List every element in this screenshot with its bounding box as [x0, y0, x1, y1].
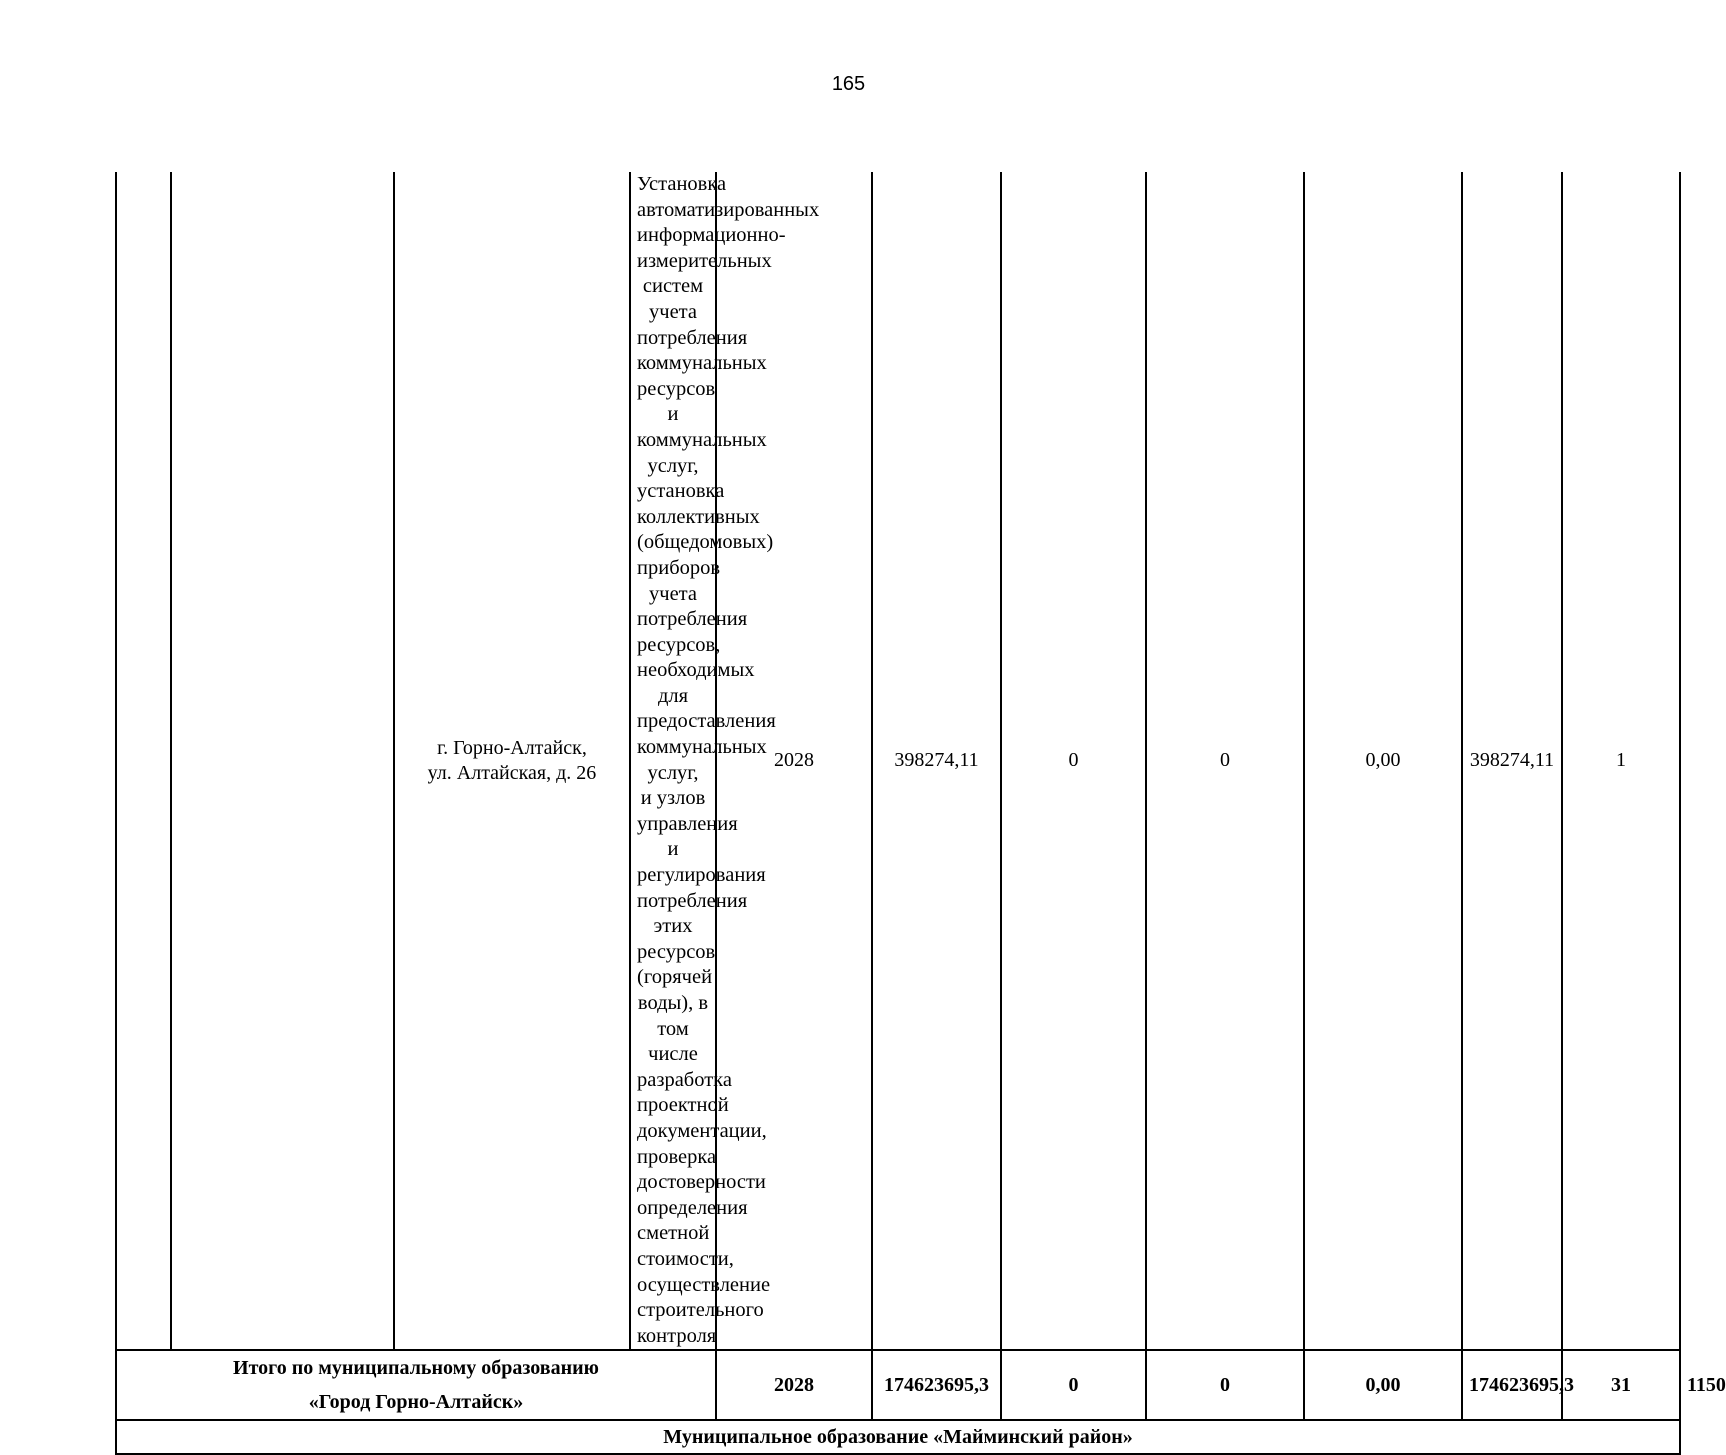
total-local-budget: 0,00	[1304, 1350, 1462, 1420]
local-budget-cell: 0,00	[1304, 172, 1462, 1350]
total-cost: 174623695,3	[872, 1350, 1001, 1420]
total-label: Итого по муниципальному образованию «Город Горно-Алтайск»	[116, 1350, 716, 1420]
regional-budget-cell: 0	[1146, 172, 1304, 1350]
total-count: 31	[1562, 1350, 1680, 1420]
total-owners-funds: 174623695,3	[1462, 1350, 1562, 1420]
owners-funds-cell: 398274,11	[1462, 172, 1562, 1350]
name-cell	[171, 172, 394, 1350]
total-fund: 0	[1001, 1350, 1146, 1420]
section-title: Муниципальное образование «Майминский район»	[116, 1420, 1680, 1454]
work-description-cell: Установка автоматизированных информационно- измерительных систем учета потребления коммунальных ресурсов и коммунальных услуг, установка коллективных (общедомовых) приборов учета потребления ресурсов, необходимых для предоставления коммунальных услуг, и узлов управления и регулирования потребления этих ресурсов (горячей воды), в том числе разработка проектной документации, проверка достоверности определения сметной стоимости, осуществление строительного контроля	[630, 172, 716, 1350]
page-number: 165	[831, 73, 866, 95]
fund-cell: 0	[1001, 172, 1146, 1350]
total-year: 2028	[716, 1350, 872, 1420]
total-cost-cell: 398274,11	[872, 172, 1001, 1350]
section-header-row	[116, 1420, 1680, 1454]
address-cell: г. Горно-Алтайск, ул. Алтайская, д. 26	[394, 172, 630, 1350]
year-cell: 2028	[716, 172, 872, 1350]
count-cell: 1	[1562, 172, 1680, 1350]
row-number-cell	[116, 172, 171, 1350]
works-table	[115, 172, 1726, 1455]
total-regional-budget: 0	[1146, 1350, 1304, 1420]
total-row: Итого по муниципальному образованию «Город Горно-Алтайск» 2028 174623695,3 0 0 0,00 174623695,3 31 1150	[116, 1350, 1680, 1420]
table-row	[116, 172, 1680, 1350]
